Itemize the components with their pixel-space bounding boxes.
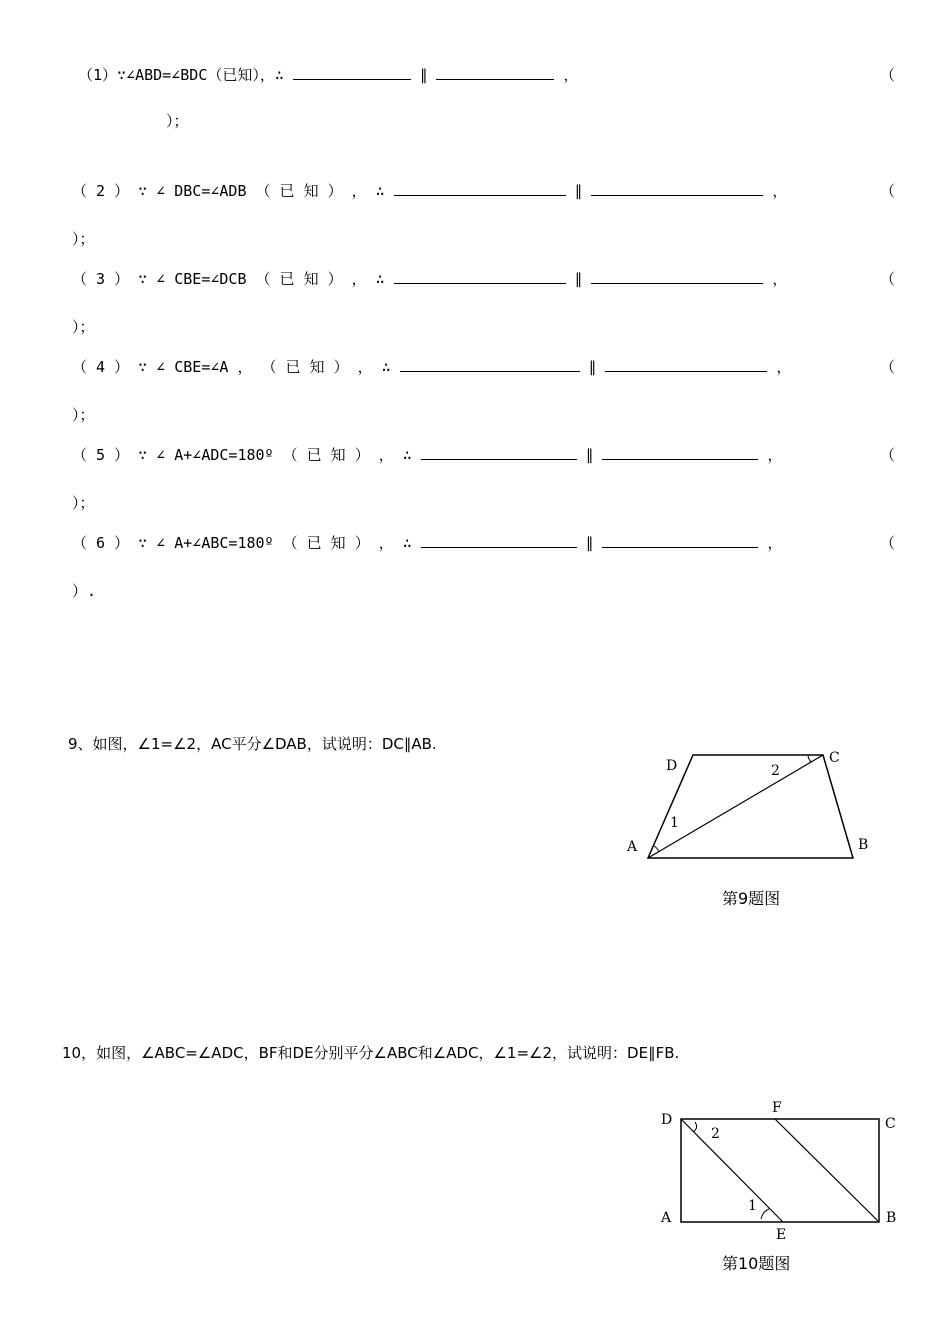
item-6-close: ）. <box>72 582 97 600</box>
label-b: B <box>886 1210 897 1226</box>
figure-10-caption: 第10题图 <box>722 1254 791 1273</box>
item-3-sep: ∥ <box>574 270 583 288</box>
segment-de <box>681 1119 783 1222</box>
item-1-sep: ∥ <box>419 66 428 84</box>
label-c: C <box>885 1116 896 1132</box>
angle-mark-a <box>654 846 659 852</box>
figure-9-caption: 第9题图 <box>722 889 781 908</box>
figure-10 <box>655 1095 915 1245</box>
angle-mark-e <box>761 1209 769 1219</box>
item-1 <box>78 64 579 85</box>
question-10-text: 10，如图，∠ABC=∠ADC，BF和DE分别平分∠ABC和∠ADC，∠1=∠2，试说明：DE∥FB. <box>62 1044 680 1062</box>
label-f: F <box>772 1100 782 1116</box>
item-6 <box>72 532 782 553</box>
item-3-prefix: （ 3 ） ∵ ∠ CBE=∠DCB （ 已 知 ） ， ∴ <box>72 270 385 288</box>
angle-mark-c <box>808 756 811 762</box>
item-6-blank-a[interactable] <box>421 533 577 548</box>
segment-fb <box>775 1119 879 1222</box>
item-4-open-paren: （ <box>880 358 896 376</box>
label-a: A <box>661 1210 672 1226</box>
trapezoid-abcd <box>648 755 853 858</box>
label-1: 1 <box>670 815 679 831</box>
item-5-close: ）； <box>72 494 95 512</box>
item-4-sep: ∥ <box>588 358 597 376</box>
label-d: D <box>666 758 678 774</box>
angle-mark-d <box>693 1122 697 1132</box>
item-5-open-paren: （ <box>880 446 896 464</box>
item-3 <box>72 268 787 289</box>
item-1-prefix: （1）∵∠ABD=∠BDC（已知），∴ <box>78 66 284 84</box>
item-4-blank-b[interactable] <box>605 357 767 372</box>
item-3-blank-a[interactable] <box>394 269 566 284</box>
label-1: 1 <box>748 1198 757 1214</box>
figure-9 <box>620 740 880 870</box>
label-2: 2 <box>771 763 780 779</box>
item-6-sep: ∥ <box>585 534 594 552</box>
item-1-open-paren: （ <box>880 66 896 84</box>
item-2-blank-a[interactable] <box>394 181 566 196</box>
item-3-end: ， <box>772 270 788 288</box>
item-2 <box>72 180 787 201</box>
label-d: D <box>661 1112 673 1128</box>
item-5-blank-b[interactable] <box>602 445 758 460</box>
item-4-blank-a[interactable] <box>400 357 580 372</box>
item-6-prefix: （ 6 ） ∵ ∠ A+∠ABC=180º （ 已 知 ） ， ∴ <box>72 534 412 552</box>
item-2-sep: ∥ <box>574 182 583 200</box>
item-5-end: ， <box>767 446 783 464</box>
item-6-blank-b[interactable] <box>602 533 758 548</box>
item-2-close: ）； <box>72 230 95 248</box>
item-3-open-paren: （ <box>880 270 896 288</box>
item-4-end: ， <box>776 358 792 376</box>
item-3-close: ）； <box>72 318 95 336</box>
question-9-text: 9、如图，∠1=∠2，AC平分∠DAB，试说明：DC∥AB. <box>68 735 437 753</box>
label-b: B <box>858 837 869 853</box>
item-5 <box>72 444 782 465</box>
item-6-end: ， <box>767 534 783 552</box>
label-e: E <box>776 1227 787 1243</box>
item-4-prefix: （ 4 ） ∵ ∠ CBE=∠A ， （ 已 知 ） ， ∴ <box>72 358 391 376</box>
item-5-sep: ∥ <box>585 446 594 464</box>
item-3-blank-b[interactable] <box>591 269 763 284</box>
item-5-blank-a[interactable] <box>421 445 577 460</box>
item-4 <box>72 356 791 377</box>
item-5-prefix: （ 5 ） ∵ ∠ A+∠ADC=180º （ 已 知 ） ， ∴ <box>72 446 412 464</box>
item-2-prefix: （ 2 ） ∵ ∠ DBC=∠ADB （ 已 知 ） ， ∴ <box>72 182 385 200</box>
item-2-end: ， <box>772 182 788 200</box>
item-2-blank-b[interactable] <box>591 181 763 196</box>
item-1-end: ， <box>563 66 579 84</box>
label-a: A <box>627 839 638 855</box>
item-1-close: ）； <box>166 112 189 130</box>
label-c: C <box>829 750 840 766</box>
item-2-open-paren: （ <box>880 182 896 200</box>
item-6-open-paren: （ <box>880 534 896 552</box>
item-1-blank-b[interactable] <box>436 65 554 80</box>
label-2: 2 <box>711 1126 720 1142</box>
item-1-blank-a[interactable] <box>293 65 411 80</box>
item-4-close: ）； <box>72 406 95 424</box>
